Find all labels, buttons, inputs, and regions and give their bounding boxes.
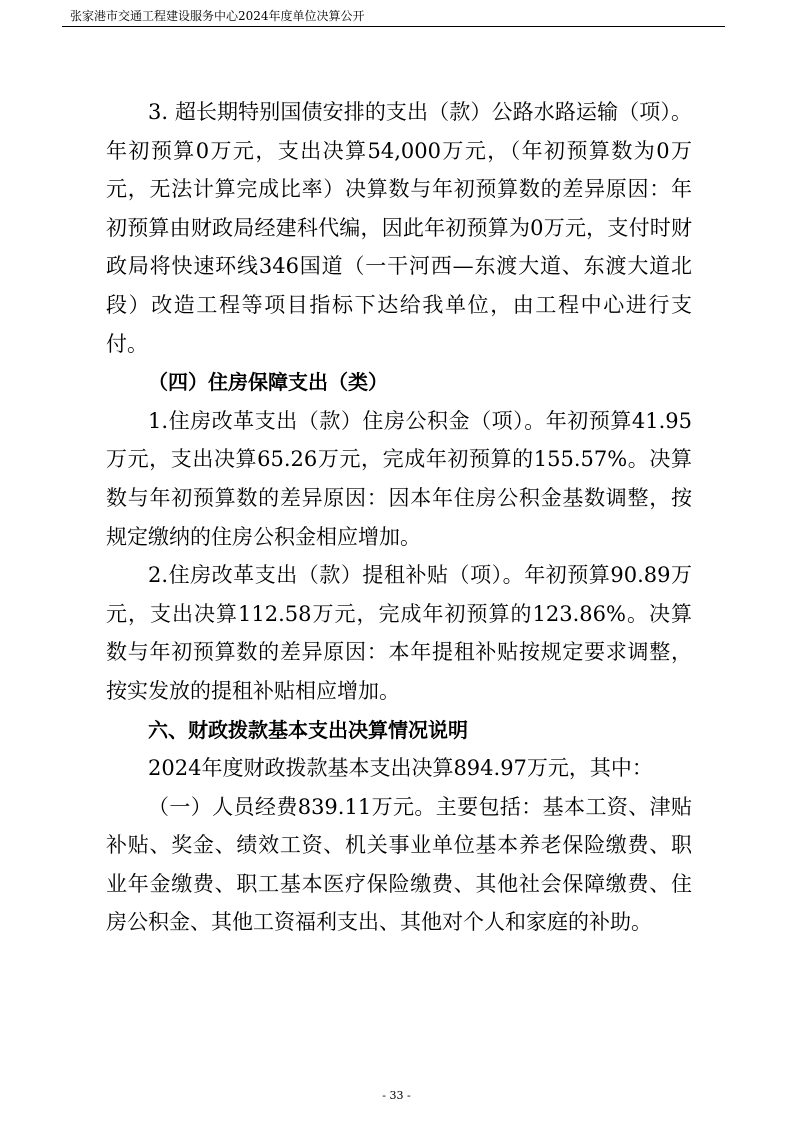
paragraph-personnel-expenses: （一）人员经费839.11万元。主要包括：基本工资、津贴补贴、奖金、绩效工资、机关事业单位基本养老保险缴费、职业年金缴费、职工基本医疗保险缴费、其他社会保障缴费、住房公积金、其他工资福利支出、其他对个人和家庭的补助。 <box>106 794 692 935</box>
paragraph-basic-expenditure-total: 2024年度财政拨款基本支出决算894.97万元，其中： <box>148 756 653 781</box>
paragraph-rent-subsidy: 2.住房改革支出（款）提租补贴（项）。年初预算90.89万元，支出决算112.58万元，完成年初预算的123.86%。决算数与年初预算数的差异原因：本年提租补贴按规定要求调整，按实发放的提租补贴相应增加。 <box>106 563 692 703</box>
heading-section-6: 六、财政拨款基本支出决算情况说明 <box>148 717 468 742</box>
page-header: 张家港市交通工程建设服务中心2024年度单位决算公开 <box>70 9 365 23</box>
header-divider <box>62 26 725 27</box>
heading-housing-expenditure: （四）住房保障支出（类） <box>148 370 388 395</box>
page-body <box>106 93 692 942</box>
paragraph-item-3: 3. 超长期特别国债安排的支出（款）公路水路运输（项）。年初预算0万元，支出决算54,000万元，（年初预算数为0万元，无法计算完成比率）决算数与年初预算数的差异原因：年初预算由财政局经建科代编，因此年初预算为0万元，支付时财政局将快速环线346国道（一干河西—东渡大道、东渡大道北段）改造工程等项目指标下达给我单位，由工程中心进行支付。 <box>106 100 692 356</box>
paragraph-housing-fund: 1.住房改革支出（款）住房公积金（项）。年初预算41.95万元，支出决算65.26万元，完成年初预算的155.57%。决算数与年初预算数的差异原因：因本年住房公积金基数调整，按规定缴纳的住房公积金相应增加。 <box>106 408 692 549</box>
page-number: - 33 - <box>382 1089 411 1102</box>
